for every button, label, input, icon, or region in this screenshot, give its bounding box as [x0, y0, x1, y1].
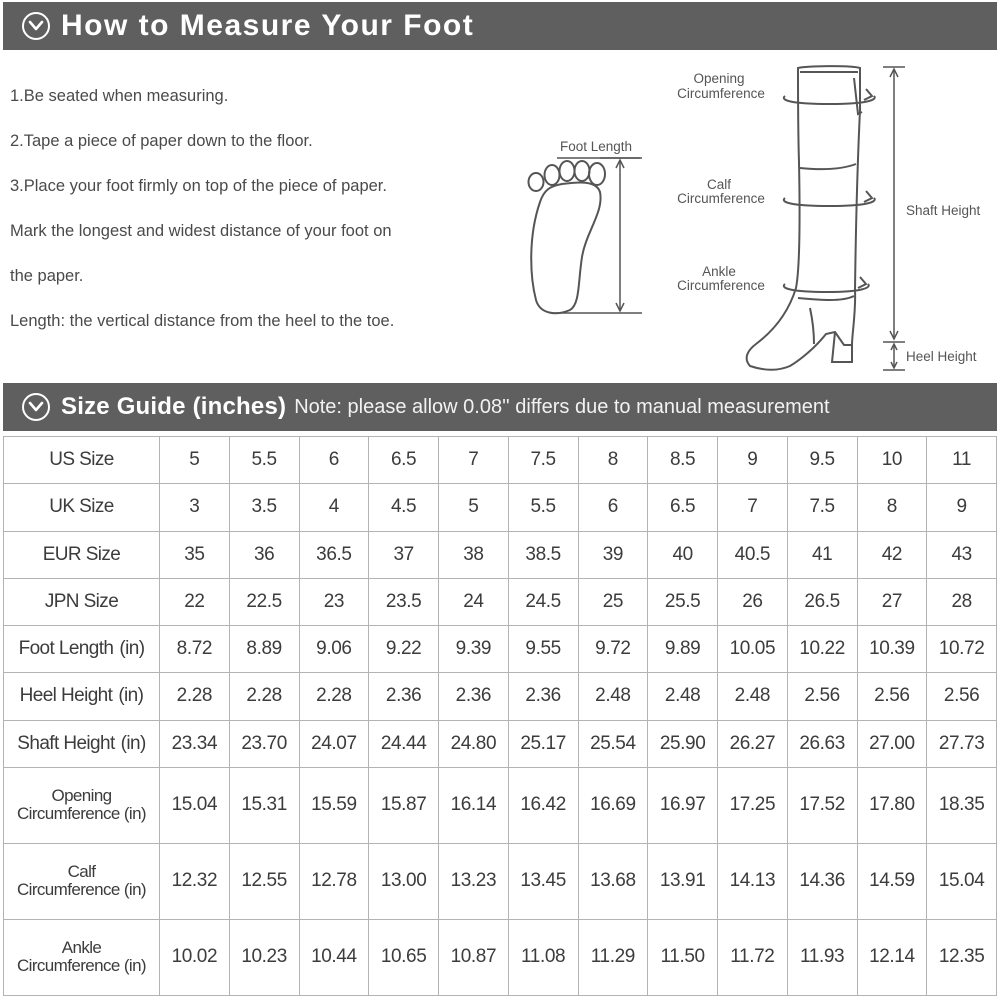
table-row: [4, 767, 997, 843]
table-cell: 24.5: [508, 578, 578, 625]
table-row: [4, 578, 997, 625]
size-table: [3, 436, 997, 996]
table-cell: 9: [718, 437, 788, 484]
table-cell: 12.14: [857, 919, 927, 995]
table-cell: 9.89: [648, 626, 718, 673]
row-label: [4, 531, 160, 578]
table-cell: 11.72: [718, 919, 788, 995]
row-label: [4, 578, 160, 625]
chevron-down-icon: [22, 393, 50, 421]
table-row: [4, 673, 997, 720]
shaft-height-measure: [883, 67, 905, 370]
chevron-down-icon: [22, 12, 50, 40]
table-cell: 36: [229, 531, 299, 578]
table-cell: 11.08: [508, 919, 578, 995]
table-cell: 10: [857, 437, 927, 484]
table-cell: 38: [439, 531, 509, 578]
table-cell: 11.93: [787, 919, 857, 995]
table-cell: 15.04: [927, 843, 997, 919]
table-cell: 39: [578, 531, 648, 578]
table-cell: 10.87: [439, 919, 509, 995]
table-cell: 10.05: [718, 626, 788, 673]
table-cell: 37: [369, 531, 439, 578]
table-row: [4, 531, 997, 578]
table-cell: 18.35: [927, 767, 997, 843]
table-row: [4, 919, 997, 995]
table-row: [4, 484, 997, 531]
table-cell: 2.48: [718, 673, 788, 720]
table-cell: 4.5: [369, 484, 439, 531]
table-cell: 2.48: [578, 673, 648, 720]
row-label-text: US Size: [49, 449, 114, 471]
table-cell: 16.69: [578, 767, 648, 843]
table-cell: 12.32: [160, 843, 230, 919]
table-cell: 13.45: [508, 843, 578, 919]
row-label: [4, 437, 160, 484]
ankle-label-2: Circumference: [677, 278, 765, 293]
table-cell: 3: [160, 484, 230, 531]
table-cell: 25: [578, 578, 648, 625]
table-cell: 6.5: [648, 484, 718, 531]
table-cell: 2.28: [229, 673, 299, 720]
table-cell: 10.65: [369, 919, 439, 995]
table-cell: 24.44: [369, 720, 439, 767]
table-cell: 13.68: [578, 843, 648, 919]
table-row: [4, 437, 997, 484]
opening-label-2: Circumference: [677, 86, 765, 101]
table-cell: 27.73: [927, 720, 997, 767]
row-label-unit: (in): [118, 685, 144, 707]
measure-header: [3, 2, 997, 50]
table-row: [4, 626, 997, 673]
measure-title: How to Measure Your Foot: [61, 9, 475, 42]
table-cell: 14.13: [718, 843, 788, 919]
table-cell: 40.5: [718, 531, 788, 578]
step-text: Mark the longest and widest distance of your foot on: [10, 222, 392, 240]
table-cell: 5.5: [229, 437, 299, 484]
table-cell: 5: [439, 484, 509, 531]
measure-diagram: [500, 52, 1000, 382]
row-label: [4, 720, 160, 767]
table-cell: 2.36: [508, 673, 578, 720]
table-cell: 12.35: [927, 919, 997, 995]
table-cell: 10.72: [927, 626, 997, 673]
table-cell: 6: [299, 437, 369, 484]
size-table-body: [4, 437, 997, 996]
calf-label: Calf: [706, 177, 732, 192]
step-text: the paper.: [10, 267, 84, 285]
table-cell: 7.5: [787, 484, 857, 531]
table-cell: 11: [927, 437, 997, 484]
table-cell: 15.87: [369, 767, 439, 843]
table-cell: 13.91: [648, 843, 718, 919]
heel-height-label: Heel Height: [906, 349, 977, 364]
table-cell: 26.63: [787, 720, 857, 767]
table-cell: 10.44: [299, 919, 369, 995]
table-cell: 9: [927, 484, 997, 531]
table-cell: 26: [718, 578, 788, 625]
table-cell: 8.89: [229, 626, 299, 673]
row-label-text: JPN Size: [44, 590, 119, 612]
boot-outline-icon: [747, 66, 862, 370]
table-cell: 7.5: [508, 437, 578, 484]
shaft-height-label: Shaft Height: [906, 203, 981, 218]
calf-label-2: Circumference: [677, 191, 765, 206]
table-cell: 3.5: [229, 484, 299, 531]
row-label-line2: Circumference (in): [16, 956, 146, 976]
table-cell: 14.59: [857, 843, 927, 919]
table-cell: 26.5: [787, 578, 857, 625]
step-text: Length: the vertical distance from the heel to the toe.: [10, 312, 395, 330]
row-label-line1: Opening: [51, 786, 112, 806]
table-cell: 41: [787, 531, 857, 578]
table-cell: 6: [578, 484, 648, 531]
row-label: [4, 484, 160, 531]
table-cell: 8: [857, 484, 927, 531]
size-guide-title: Size Guide (inches): [61, 393, 287, 420]
table-cell: 12.55: [229, 843, 299, 919]
table-cell: 10.23: [229, 919, 299, 995]
row-label-text: Shaft Height: [17, 732, 115, 754]
table-cell: 5.5: [508, 484, 578, 531]
measure-steps: [10, 84, 490, 354]
table-cell: 10.39: [857, 626, 927, 673]
table-cell: 13.23: [439, 843, 509, 919]
table-cell: 17.80: [857, 767, 927, 843]
row-label-text: Foot Length: [18, 638, 114, 660]
table-cell: 26.27: [718, 720, 788, 767]
table-cell: 23.5: [369, 578, 439, 625]
step-text: 2.Tape a piece of paper down to the floor.: [10, 132, 313, 150]
step-text: 1.Be seated when measuring.: [10, 87, 229, 105]
table-cell: 16.42: [508, 767, 578, 843]
table-cell: 27: [857, 578, 927, 625]
size-guide-header: [3, 383, 997, 431]
table-cell: 23: [299, 578, 369, 625]
table-cell: 8.72: [160, 626, 230, 673]
table-cell: 15.31: [229, 767, 299, 843]
row-label-line1: Ankle: [61, 938, 102, 958]
table-cell: 2.36: [439, 673, 509, 720]
row-label-text: Heel Height: [19, 685, 113, 707]
table-cell: 17.25: [718, 767, 788, 843]
diagram-svg: [500, 52, 1000, 382]
table-cell: 28: [927, 578, 997, 625]
table-cell: 2.28: [299, 673, 369, 720]
table-cell: 11.50: [648, 919, 718, 995]
table-cell: 25.5: [648, 578, 718, 625]
table-cell: 2.48: [648, 673, 718, 720]
table-cell: 15.59: [299, 767, 369, 843]
row-label-line2: Circumference (in): [16, 804, 146, 824]
table-cell: 35: [160, 531, 230, 578]
table-cell: 27.00: [857, 720, 927, 767]
table-row: [4, 843, 997, 919]
row-label-unit: (in): [119, 638, 145, 660]
table-cell: 40: [648, 531, 718, 578]
row-label-line2: Circumference (in): [16, 880, 146, 900]
table-cell: 8.5: [648, 437, 718, 484]
foot-length-label: Foot Length: [560, 139, 633, 154]
table-cell: 2.56: [787, 673, 857, 720]
table-cell: 36.5: [299, 531, 369, 578]
table-cell: 11.29: [578, 919, 648, 995]
table-cell: 9.72: [578, 626, 648, 673]
table-cell: 24.07: [299, 720, 369, 767]
row-label-text: EUR Size: [42, 543, 121, 565]
table-cell: 22: [160, 578, 230, 625]
table-cell: 23.34: [160, 720, 230, 767]
table-cell: 4: [299, 484, 369, 531]
row-label: [4, 919, 160, 995]
table-cell: 9.55: [508, 626, 578, 673]
table-cell: 42: [857, 531, 927, 578]
table-cell: 25.90: [648, 720, 718, 767]
table-cell: 9.22: [369, 626, 439, 673]
row-label: [4, 767, 160, 843]
table-cell: 2.28: [160, 673, 230, 720]
table-cell: 25.17: [508, 720, 578, 767]
opening-label: Opening: [693, 71, 745, 86]
ankle-label: Ankle: [702, 264, 736, 279]
table-cell: 5: [160, 437, 230, 484]
table-cell: 15.04: [160, 767, 230, 843]
row-label: [4, 673, 160, 720]
table-cell: 10.02: [160, 919, 230, 995]
table-cell: 23.70: [229, 720, 299, 767]
table-cell: 2.36: [369, 673, 439, 720]
row-label-text: UK Size: [49, 496, 114, 518]
row-label: [4, 843, 160, 919]
table-cell: 38.5: [508, 531, 578, 578]
table-cell: 22.5: [229, 578, 299, 625]
table-cell: 7: [718, 484, 788, 531]
row-label: [4, 626, 160, 673]
row-label-unit: (in): [120, 732, 146, 754]
table-cell: 2.56: [857, 673, 927, 720]
table-cell: 9.5: [787, 437, 857, 484]
table-cell: 16.14: [439, 767, 509, 843]
table-cell: 6.5: [369, 437, 439, 484]
table-cell: 10.22: [787, 626, 857, 673]
table-cell: 14.36: [787, 843, 857, 919]
foot-outline-icon: [529, 161, 606, 313]
step-text: 3.Place your foot firmly on top of the piece of paper.: [10, 177, 387, 195]
table-cell: 2.56: [927, 673, 997, 720]
table-cell: 25.54: [578, 720, 648, 767]
table-cell: 24: [439, 578, 509, 625]
table-cell: 16.97: [648, 767, 718, 843]
table-cell: 9.39: [439, 626, 509, 673]
table-cell: 24.80: [439, 720, 509, 767]
table-cell: 43: [927, 531, 997, 578]
table-cell: 7: [439, 437, 509, 484]
table-row: [4, 720, 997, 767]
table-cell: 17.52: [787, 767, 857, 843]
table-cell: 9.06: [299, 626, 369, 673]
table-cell: 12.78: [299, 843, 369, 919]
row-label-line1: Calf: [67, 862, 96, 882]
table-cell: 13.00: [369, 843, 439, 919]
size-guide-note: Note: please allow 0.08'' differs due to manual measurement: [294, 395, 830, 418]
table-cell: 8: [578, 437, 648, 484]
